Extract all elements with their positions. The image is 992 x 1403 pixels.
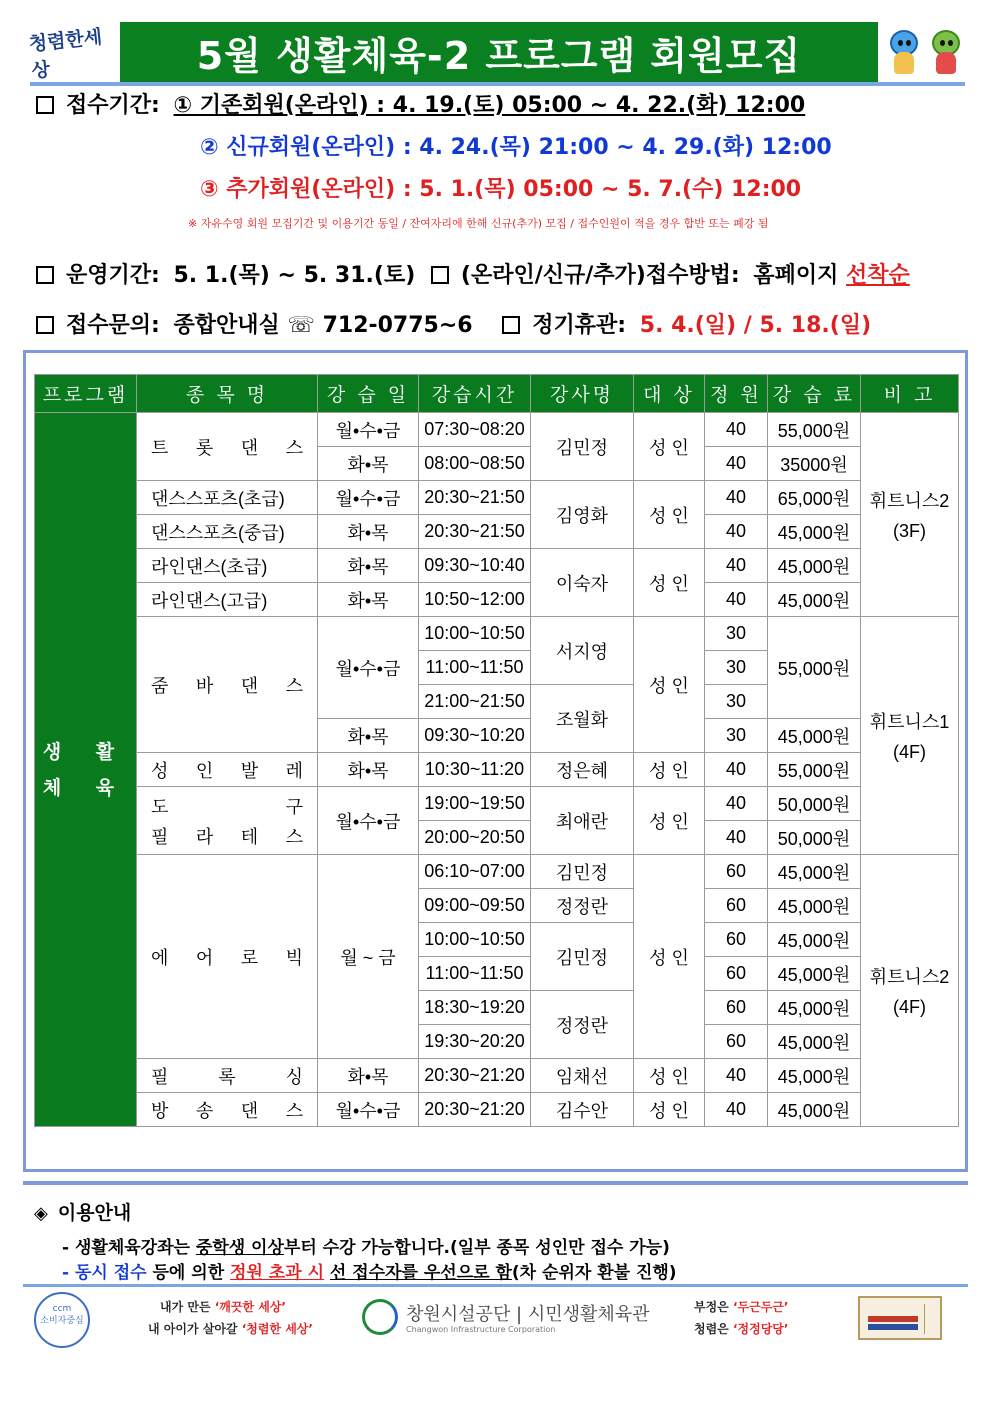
guide-text-blue: - 동시 접수 <box>62 1263 147 1283</box>
time-cell: 11:00~11:50 <box>419 651 531 685</box>
note-line: 휘트니스1 <box>869 712 950 732</box>
time-cell: 06:10~07:00 <box>419 855 531 889</box>
table-row <box>35 549 959 583</box>
operation-line <box>36 258 910 289</box>
integrity-logo-text: 청렴한세상 <box>27 25 104 83</box>
ccm-subtext: 소비자중심 <box>40 1316 84 1326</box>
cap-cell: 40 <box>705 787 768 821</box>
col-header: 정 원 <box>705 375 768 413</box>
guide-line-1 <box>62 1233 670 1258</box>
fee-cell: 45,000원 <box>768 957 861 991</box>
section-divider <box>23 1181 968 1185</box>
col-header: 대 상 <box>634 375 705 413</box>
time-cell: 20:30~21:20 <box>419 1093 531 1127</box>
title-divider <box>30 82 965 86</box>
program-name: 댄스스포츠(중급) <box>137 515 318 549</box>
time-cell: 20:30~21:50 <box>419 481 531 515</box>
slogan-text: 내가 만든 <box>160 1300 215 1314</box>
certificate-seal-icon <box>858 1296 942 1340</box>
note-cell <box>861 855 959 1127</box>
cap-cell: 60 <box>705 923 768 957</box>
schedule-table <box>34 374 959 1127</box>
program-name <box>137 1059 318 1093</box>
operation-period: 5. 1.(목) ~ 5. 31.(토) <box>173 263 416 288</box>
cap-cell: 60 <box>705 1025 768 1059</box>
table-row <box>35 1059 959 1093</box>
time-cell: 10:30~11:20 <box>419 753 531 787</box>
method-label: (온라인/신규/추가)접수방법: <box>460 263 740 288</box>
ccm-text: ccm <box>52 1304 72 1314</box>
mascot-blue-icon <box>886 30 922 76</box>
cap-cell: 40 <box>705 447 768 481</box>
time-cell: 18:30~19:20 <box>419 991 531 1025</box>
days-cell: 화•목 <box>318 719 419 753</box>
checkbox-icon <box>36 316 54 334</box>
time-cell: 19:00~19:50 <box>419 787 531 821</box>
cap-cell: 60 <box>705 889 768 923</box>
fee-cell: 45,000원 <box>768 1093 861 1127</box>
closed-value: 5. 4.(일) / 5. 18.(일) <box>639 313 872 338</box>
program-char: 도 <box>151 796 169 817</box>
program-char: 필 <box>151 826 169 847</box>
days-cell: 화•목 <box>318 753 419 787</box>
days-cell: 월•수•금 <box>318 617 419 719</box>
program-char: 인 <box>195 760 214 781</box>
teacher-cell: 김민정 <box>531 855 634 889</box>
mascot-green-icon <box>928 30 964 76</box>
days-cell: 월•수•금 <box>318 1093 419 1127</box>
days-cell: 월•수•금 <box>318 481 419 515</box>
col-header: 강 습 료 <box>768 375 861 413</box>
col-header: 강사명 <box>531 375 634 413</box>
cap-cell: 30 <box>705 719 768 753</box>
col-header: 종 목 명 <box>137 375 318 413</box>
method-value: 홈페이지 <box>753 263 839 288</box>
reception-label: 접수기간: <box>66 93 160 118</box>
days-cell: 화•목 <box>318 549 419 583</box>
program-char: 롯 <box>195 437 214 458</box>
time-cell: 20:30~21:20 <box>419 1059 531 1093</box>
checkbox-icon <box>431 266 449 284</box>
slogan-text: 내 아이가 살아갈 <box>148 1322 242 1336</box>
guide-line-2 <box>62 1258 677 1283</box>
target-cell: 성 인 <box>634 753 705 787</box>
fee-cell: 55,000원 <box>768 753 861 787</box>
program-char: 송 <box>195 1100 214 1121</box>
program-char: 필 <box>151 1066 169 1087</box>
diamond-icon: ◈ <box>34 1203 48 1224</box>
col-header: 비 고 <box>861 375 959 413</box>
reception-additional: ③ 추가회원(온라인) : 5. 1.(목) 05:00 ~ 5. 7.(수) 12:00 <box>200 177 802 202</box>
program-char: 스 <box>285 437 303 458</box>
reception-line-existing <box>36 88 805 119</box>
teacher-cell: 김민정 <box>531 923 634 991</box>
corporation-logo <box>362 1297 662 1339</box>
note-cell <box>861 413 959 617</box>
slogan-text: 청렴은 <box>694 1322 733 1336</box>
target-cell: 성 인 <box>634 413 705 481</box>
teacher-cell: 서지영 <box>531 617 634 685</box>
slogan-honest <box>694 1320 788 1337</box>
cap-cell: 40 <box>705 481 768 515</box>
program-name: 라인댄스(초급) <box>137 549 318 583</box>
program-char: 줌 <box>151 675 169 696</box>
reception-existing: ① 기존회원(온라인) : 4. 19.(토) 05:00 ~ 4. 22.(화) 12:00 <box>173 93 806 118</box>
program-char: 록 <box>218 1066 236 1087</box>
teacher-cell: 임채선 <box>531 1059 634 1093</box>
teacher-cell: 김영화 <box>531 481 634 549</box>
guide-title <box>34 1198 131 1225</box>
cap-cell: 40 <box>705 821 768 855</box>
days-cell: 화•목 <box>318 447 419 481</box>
corporation-name: 창원시설공단 | 시민생활체육관 <box>406 1304 650 1325</box>
table-header-row <box>35 375 959 413</box>
program-char: 에 <box>151 947 169 968</box>
program-char: 레 <box>285 760 303 781</box>
time-cell: 09:30~10:40 <box>419 549 531 583</box>
teacher-cell: 정은혜 <box>531 753 634 787</box>
days-cell: 화•목 <box>318 583 419 617</box>
program-char: 빅 <box>285 947 303 968</box>
fee-cell: 45,000원 <box>768 1059 861 1093</box>
guide-text-underlined: 중학생 이상 <box>195 1238 284 1258</box>
days-cell: 화•목 <box>318 1059 419 1093</box>
program-char: 댄 <box>240 1100 259 1121</box>
fee-cell: 45,000원 <box>768 549 861 583</box>
reception-note: ※ 자유수영 회원 모집기간 및 이용기간 동일 / 잔여자리에 한해 신규(추가) 모집 / 접수인원이 적을 경우 합반 또는 폐강 됨 <box>188 217 769 230</box>
program-char: 댄 <box>240 675 259 696</box>
table-row <box>35 583 959 617</box>
program-name <box>137 1093 318 1127</box>
slogan-text: 부정은 <box>694 1300 733 1314</box>
cap-cell: 40 <box>705 583 768 617</box>
table-row <box>35 753 959 787</box>
fee-cell: 45,000원 <box>768 991 861 1025</box>
cap-cell: 30 <box>705 617 768 651</box>
guide-text: 등에 의한 <box>146 1263 231 1283</box>
note-line: 휘트니스2 <box>869 491 950 511</box>
note-line: (3F) <box>893 521 926 541</box>
program-char: 트 <box>151 437 169 458</box>
col-header: 강 습 일 <box>318 375 419 413</box>
note-cell <box>861 617 959 855</box>
inquiry-line <box>36 308 871 339</box>
slogan-fraud <box>694 1298 788 1315</box>
time-cell: 21:00~21:50 <box>419 685 531 719</box>
fee-cell: 45,000원 <box>768 719 861 753</box>
guide-text-red: 정원 초과 시 <box>230 1263 324 1283</box>
slogan-integrity <box>148 1320 313 1337</box>
fee-cell: 45,000원 <box>768 889 861 923</box>
slogan-highlight: ‘깨끗한 세상’ <box>214 1300 286 1314</box>
fee-cell: 65,000원 <box>768 481 861 515</box>
time-cell: 10:00~10:50 <box>419 617 531 651</box>
target-cell: 성 인 <box>634 855 705 1059</box>
teacher-cell: 김민정 <box>531 413 634 481</box>
teacher-cell: 김수안 <box>531 1093 634 1127</box>
time-cell: 08:00~08:50 <box>419 447 531 481</box>
teacher-cell: 정정란 <box>531 991 634 1059</box>
fee-cell: 55,000원 <box>768 617 861 719</box>
guide-title-text: 이용안내 <box>57 1202 132 1224</box>
cap-cell: 60 <box>705 855 768 889</box>
guide-text-underlined: 선 접수자를 우선으로 함 <box>329 1263 512 1283</box>
teacher-cell: 이숙자 <box>531 549 634 617</box>
program-char: 발 <box>240 760 259 781</box>
slogan-clean <box>160 1298 286 1315</box>
mascot-images <box>884 24 968 80</box>
note-line: (4F) <box>893 997 926 1017</box>
teacher-cell: 조월화 <box>531 685 634 753</box>
teacher-cell: 정정란 <box>531 889 634 923</box>
program-char: 방 <box>151 1100 169 1121</box>
cap-cell: 40 <box>705 1059 768 1093</box>
inquiry-label: 접수문의: <box>66 313 160 338</box>
program-char: 스 <box>285 1100 303 1121</box>
teacher-cell: 최애란 <box>531 787 634 855</box>
program-name <box>137 787 318 855</box>
program-char: 스 <box>285 675 303 696</box>
guide-text: 부터 수강 가능합니다.(일부 종목 성인만 접수 가능) <box>283 1238 670 1258</box>
integrity-logo <box>27 20 118 85</box>
time-cell: 09:30~10:20 <box>419 719 531 753</box>
corporation-subname: Changwon Infrastructure Corporation <box>406 1325 556 1334</box>
table-row <box>35 515 959 549</box>
category-cell <box>35 413 137 1127</box>
ccm-badge <box>34 1292 90 1348</box>
program-char: 싱 <box>285 1066 303 1087</box>
program-char: 로 <box>240 947 259 968</box>
table-row <box>35 481 959 515</box>
program-char: 성 <box>151 760 169 781</box>
target-cell: 성 인 <box>634 617 705 753</box>
cap-cell: 40 <box>705 515 768 549</box>
table-row <box>35 855 959 889</box>
operation-label: 운영기간: <box>66 263 160 288</box>
program-char: 구 <box>285 796 303 817</box>
fee-cell: 50,000원 <box>768 787 861 821</box>
cap-cell: 60 <box>705 991 768 1025</box>
days-cell: 화•목 <box>318 515 419 549</box>
time-cell: 19:30~20:20 <box>419 1025 531 1059</box>
corporation-mark-icon <box>362 1299 398 1335</box>
note-line: 휘트니스2 <box>869 967 950 987</box>
table-row <box>35 413 959 447</box>
cap-cell: 30 <box>705 685 768 719</box>
time-cell: 20:30~21:50 <box>419 515 531 549</box>
guide-text: (차 순위자 환불 진행) <box>511 1263 677 1283</box>
program-name <box>137 413 318 481</box>
table-row <box>35 617 959 651</box>
target-cell: 성 인 <box>634 549 705 617</box>
method-highlight: 선착순 <box>846 263 910 288</box>
fee-cell: 50,000원 <box>768 821 861 855</box>
time-cell: 09:00~09:50 <box>419 889 531 923</box>
time-cell: 10:50~12:00 <box>419 583 531 617</box>
program-name <box>137 617 318 753</box>
program-name <box>137 753 318 787</box>
time-cell: 10:00~10:50 <box>419 923 531 957</box>
cap-cell: 30 <box>705 651 768 685</box>
cap-cell: 60 <box>705 957 768 991</box>
fee-cell: 45,000원 <box>768 515 861 549</box>
program-char: 테 <box>240 826 259 847</box>
checkbox-icon <box>502 316 520 334</box>
program-name: 댄스스포츠(초급) <box>137 481 318 515</box>
program-name: 라인댄스(고급) <box>137 583 318 617</box>
program-name <box>137 855 318 1059</box>
time-cell: 07:30~08:20 <box>419 413 531 447</box>
cap-cell: 40 <box>705 549 768 583</box>
days-cell: 월 ~ 금 <box>318 855 419 1059</box>
fee-cell: 55,000원 <box>768 413 861 447</box>
checkbox-icon <box>36 96 54 114</box>
checkbox-icon <box>36 266 54 284</box>
target-cell: 성 인 <box>634 1093 705 1127</box>
days-cell: 월•수•금 <box>318 787 419 855</box>
target-cell: 성 인 <box>634 787 705 855</box>
days-cell: 월•수•금 <box>318 413 419 447</box>
table-row <box>35 787 959 821</box>
fee-cell: 35000원 <box>768 447 861 481</box>
program-char: 댄 <box>240 437 259 458</box>
fee-cell: 45,000원 <box>768 855 861 889</box>
cap-cell: 40 <box>705 753 768 787</box>
col-header: 강습시간 <box>419 375 531 413</box>
note-line: (4F) <box>893 742 926 762</box>
program-char: 어 <box>195 947 214 968</box>
fee-cell: 45,000원 <box>768 923 861 957</box>
closed-label: 정기휴관: <box>532 313 627 338</box>
guide-text: - 생활체육강좌는 <box>62 1238 196 1258</box>
program-char: 스 <box>285 826 303 847</box>
page-title: 5월 생활체육-2 프로그램 회원모집 <box>120 22 878 82</box>
program-char: 바 <box>195 675 214 696</box>
slogan-highlight: ‘청렴한 세상’ <box>241 1322 313 1336</box>
target-cell: 성 인 <box>634 1059 705 1093</box>
time-cell: 11:00~11:50 <box>419 957 531 991</box>
cap-cell: 40 <box>705 1093 768 1127</box>
inquiry-value: 종합안내실 ☏ 712-0775~6 <box>173 313 473 338</box>
fee-cell: 45,000원 <box>768 583 861 617</box>
program-char: 라 <box>195 826 214 847</box>
slogan-highlight: ‘정정당당’ <box>732 1322 789 1336</box>
footer-divider <box>23 1284 968 1287</box>
cap-cell: 40 <box>705 413 768 447</box>
target-cell: 성 인 <box>634 481 705 549</box>
category-label-1: 생 활 <box>42 740 129 763</box>
slogan-highlight: ‘두근두근’ <box>732 1300 789 1314</box>
category-label-2: 체 육 <box>42 776 129 799</box>
table-row <box>35 1093 959 1127</box>
reception-new: ② 신규회원(온라인) : 4. 24.(목) 21:00 ~ 4. 29.(화) 12:00 <box>200 135 832 160</box>
time-cell: 20:00~20:50 <box>419 821 531 855</box>
fee-cell: 45,000원 <box>768 1025 861 1059</box>
col-header: 프로그램 <box>35 375 137 413</box>
